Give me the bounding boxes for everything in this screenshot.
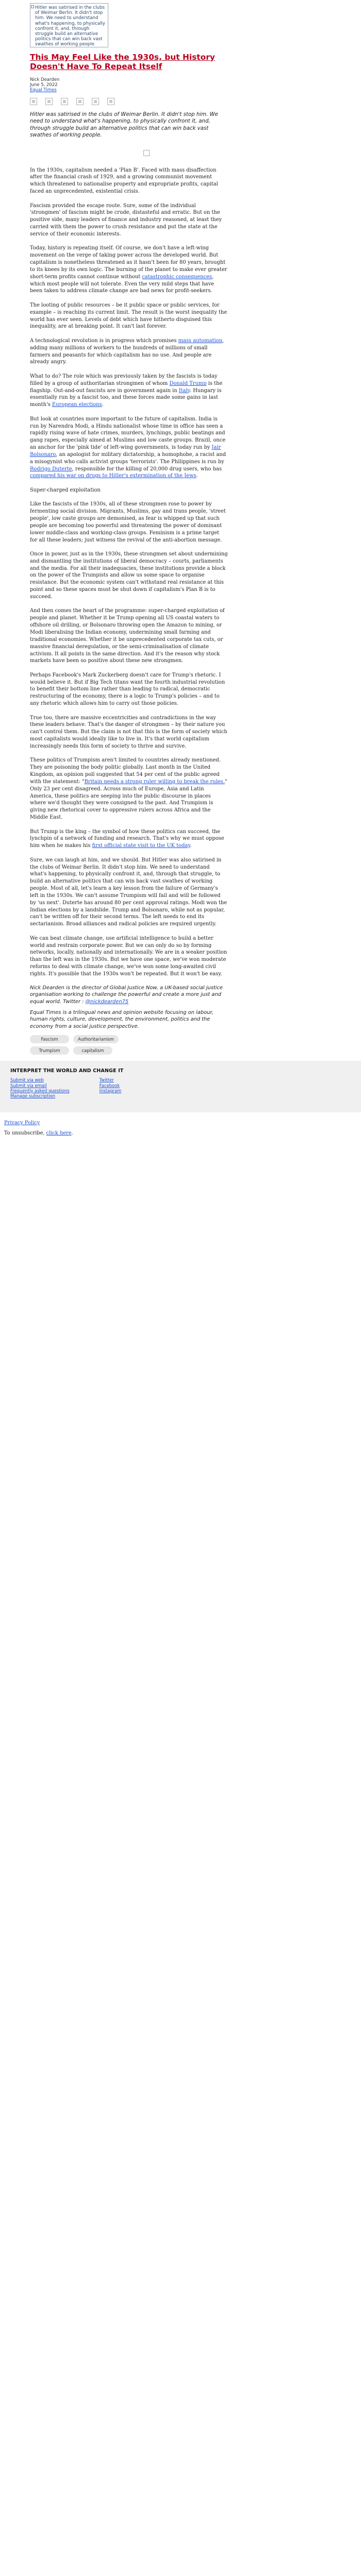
paragraph: Today, history is repeating itself. Of course, we don't have a left-wing movement on the verge of taking power across the developed world. But capitalism is nonetheless threatened as it hasn't been for 80 years, brought to its knees by its own logic. The burning of the planet to make ever greater short-term profits cannot continue without catastrophic consequences, which most people will not tolerate. Even the very mild steps that have been taken to address climate change are bad news for profit-seekers. bbox=[30, 245, 227, 294]
article-lede: Hitler was satirised in the clubs of Weimar Berlin. It didn't stop him. We need to understand what's happening, to physically confront it, and, through struggle build an alternative politics that can win back vast swathes of working people. bbox=[30, 112, 218, 139]
inline-image-icon bbox=[143, 150, 150, 156]
unsubscribe-line: To unsubscribe, click here. bbox=[4, 1130, 73, 1137]
author-bio: Nick Dearden is the director of Global Justice Now, a UK-based social justice organisation working to challenge the powerful and create a more just and equal world. Twitter : @nickdearden75 bbox=[30, 985, 223, 1005]
european-elections-link[interactable]: European elections bbox=[52, 402, 102, 408]
hero-alt-text: Hitler was satirised in the clubs of Weimar Berlin. It didn't stop him. We need to understand what's happening, to physically confront it, and, through struggle build an alternative politics that can win back vast swathes of working people bbox=[35, 5, 105, 47]
email-icon[interactable] bbox=[76, 98, 84, 105]
hero-image bbox=[30, 0, 112, 50]
footer-heading: INTERPRET THE WORLD AND CHANGE IT bbox=[10, 1068, 124, 1074]
tag-fascism[interactable]: Fascism bbox=[30, 1035, 69, 1043]
paragraph: Once in power, just as in the 1930s, these strongmen set about undermining and dismantling the institutions of liberal democracy – courts, parliaments and the media. For all their inadequacies, these institutions provide a block on the power of the Trumpists and allow us some space to organise resistance. But the economic system can't withstand real resistance at this point and so these spaces must be shut down if capitalism's Plan B is to succeed. bbox=[30, 551, 228, 600]
paragraph: These politics of Trumpism aren't limited to countries already mentioned. They are poisoning the body politic globally. Last month in the United Kingdom, an opinion poll suggested that 54 per cent of the public agreed with the statement: "Britain needs a strong ruler willing to break the rules." Only 23 per cent disagreed. Across much of Europe, Asia and Latin America, these politics are seeping into the public discourse in places where we'd thought they were consigned to the past. And Trumpism is giving new rhetorical cover to oppressive rulers across Africa and the Middle East. bbox=[30, 757, 227, 821]
print-icon[interactable] bbox=[107, 98, 114, 105]
paragraph: What to do? The role which was previously taken by the fascists is today filled by a group of authoritarian strongmen of whom Donald Trump is the flagship. Out-and-out fascists are in government again in Italy. Hungary is essentially run by a fascist too, and these forces made some gains in last month's European elections. bbox=[30, 373, 223, 408]
footer-strip bbox=[0, 1061, 361, 1112]
paragraph: The looting of public resources – be it public space or public services, for example – is reaching its current limit. The result is the worst inequality the world has ever seen. Levels of debt which have hitherto disguised this inequality, are at breaking point. It can't last forever. bbox=[30, 302, 227, 330]
article-card bbox=[30, 53, 228, 1055]
catastrophic-consequences-link[interactable]: catastrophic consequences bbox=[142, 274, 212, 280]
publication-link[interactable]: Equal Times bbox=[30, 88, 57, 93]
state-visit-link[interactable]: first official state visit to the UK today bbox=[92, 843, 190, 849]
tag-capitalism[interactable]: capitalism bbox=[73, 1046, 112, 1055]
paragraph: Sure, we can laugh at him, and we should. But Hitler was also satirised in the clubs of Weimar Berlin. It didn't stop him. We need to understand what's happening, to physically confront it, and, through that struggle, to build an alternative politics that can win back vast swathes of working people. Most of all, let's learn a key lesson from the failure of Germany's left in the 1930s. We can't assume Trumpism will fail and will be followed by 'us next'. Duterte has around 80 per cent approval ratings. Modi won the Indian elections by a landslide. Trump and Bolsonaro, while not as popular, can't be written off for their second terms. The left needs to end its sectarianism. Broad alliances and radical policies are required urgently. bbox=[30, 857, 227, 927]
privacy-policy-link[interactable]: Privacy Policy bbox=[4, 1120, 40, 1126]
instagram-link[interactable]: Instagram bbox=[99, 1088, 122, 1094]
paragraph: And then comes the heart of the programme: super-charged exploitation of people and planet. Whether it be Trump opening all US coastal waters to offshore oil drilling, or Bolsonaro throwing open the Amazon to mining, or Modi liberalising the Indian economy, undermining small farming and traditional economies. Whether it be unprecedented corporate tax cuts, or massive financial deregulation, or the semi-criminalisation of climate activism. It all points in the same direction. And it's the reason why stock markets have been so positive about these new strongmen. bbox=[30, 608, 225, 664]
article-meta bbox=[30, 77, 228, 93]
publish-date: June 5, 2022 bbox=[30, 82, 58, 88]
broken-image-icon bbox=[31, 5, 34, 8]
footer-submit-column bbox=[10, 1077, 70, 1099]
linkedin-icon[interactable] bbox=[61, 98, 68, 105]
paragraph: Fascism provided the escape route. Sure, some of the individual 'strongmen' of fascism might be crude, distasteful and erratic. But on the positive side, many leaders of finance and industry reasoned, at least they carried with them the power to crush resistance and put the state at the service of their economic interests. bbox=[30, 202, 222, 237]
paragraph: Perhaps Facebook's Mark Zuckerberg doesn't care for Trump's rhetoric. I would believe it. But if Big Tech titans want the fourth industrial revolution to benefit their bottom line rather than leading to radical, democratic restructuring of the economy, there is a logic to Trump's policies – and to any rhetoric which allows him to carry out those policies. bbox=[30, 672, 225, 707]
author-name: Nick Dearden bbox=[30, 77, 60, 82]
article-body bbox=[30, 167, 228, 978]
email-page bbox=[0, 0, 361, 1137]
italy-link[interactable]: Italy bbox=[178, 387, 190, 394]
facebook-link[interactable]: Facebook bbox=[99, 1082, 120, 1088]
paragraph: But Trump is the king – the symbol of how these politics can succeed, the lynchpin of a network of funding and research. That's why we must oppose him when he makes his first official state visit to the UK today. bbox=[30, 828, 224, 849]
publication-bio: Equal Times is a trilingual news and opinion website focusing on labour, human rights, culture, development, the environment, politics and the economy from a social justice perspective. bbox=[30, 1010, 214, 1029]
paragraph: In the 1930s, capitalism needed a 'Plan B'. Faced with mass disaffection after the financial crash of 1929, and a growing communist movement which threatened to nationalise property and expropriate profits, capital faced an unprecedented, existential crisis. bbox=[30, 167, 218, 195]
paragraph: Like the fascists of the 1930s, all of these strongmen rose to power by fermenting social division. Migrants, Muslims, gay and trans people, 'street people', low caste groups are demonised, as fear is whipped up that such people are becoming too powerful and threatening the power of dominant lower middle-class and working-class groups. Feminism is a prime target for all these leaders; just witness the revival of the anti-abortion message. bbox=[30, 501, 226, 543]
submit-via-email-link[interactable]: Submit via email bbox=[10, 1082, 47, 1088]
tag-authoritarianism[interactable]: Authoritarianism bbox=[73, 1035, 119, 1043]
share-row bbox=[30, 97, 228, 106]
bottom-links bbox=[0, 1112, 361, 1137]
donald-trump-link[interactable]: Donald Trump bbox=[169, 380, 207, 386]
section-subheading: Super-charged exploitation bbox=[30, 487, 101, 493]
submit-via-web-link[interactable]: Submit via web bbox=[10, 1077, 44, 1083]
tag-list bbox=[30, 1035, 159, 1055]
article-title[interactable]: This May Feel Like the 1930s, but History Doesn't Have To Repeat Itself bbox=[30, 53, 215, 71]
paragraph: We can beat climate change, use artificial intelligence to build a better world and restrain corporate power. But we can only do so by forming networks, locally, nationally and internationally. We are in a weaker position than the left was in the 1930s. But we have one space, we've won moderate reforms to deal with climate change, we've won some long-awaited civil rights. It's possible that the 1930s won't be repeated. But it won't be easy. bbox=[30, 935, 227, 977]
faq-link[interactable]: Frequently asked questions bbox=[10, 1088, 70, 1094]
mass-automation-link[interactable]: mass automation bbox=[178, 337, 222, 344]
hero-image-frame bbox=[30, 3, 108, 47]
footer-social-column bbox=[100, 1077, 122, 1099]
whatsapp-icon[interactable] bbox=[92, 98, 99, 105]
twitter-icon[interactable] bbox=[45, 98, 53, 105]
author-twitter-link[interactable]: @nickdearden75 bbox=[85, 998, 129, 1005]
hitler-comparison-link[interactable]: compared his war on drugs to Hitler's extermination of the Jews bbox=[30, 473, 196, 479]
unsubscribe-link[interactable]: click here bbox=[46, 1130, 72, 1137]
jair-bolsonaro-link[interactable]: Jair Bolsonaro bbox=[30, 445, 221, 457]
paragraph: But look at countries more important to the future of capitalism. India is run by Narendra Modi, a Hindu nationalist whose time in office has seen a rapidly rising wave of hate crimes, murders, lynchings, public beatings and gang rapes, especially aimed at Muslims and low caste groups. Brazil, once an anchor for the 'pink tide' of left-wing governments, is today run by Jair Bolsonaro, an apologist for military dictatorship, a homophobe, a racist and a misogynist who calls activist groups 'terrorists'. The Philippines is run by Rodrigo Duterte, responsible for the killing of 20,000 drug users, who has compared his war on drugs to Hitler's extermination of the Jews. bbox=[30, 416, 226, 479]
manage-subscription-link[interactable]: Manage subscription bbox=[10, 1093, 56, 1099]
twitter-link[interactable]: Twitter bbox=[99, 1077, 114, 1083]
paragraph: True too, there are massive eccentricities and contradictions in the way these leaders behave. That's the danger of strongmen – by their nature you can't control them. But the claim is not that this is the form of society which most capitalists would ideally like to live in. It's that world capitalism increasingly needs this form of society to thrive and survive. bbox=[30, 715, 227, 749]
rodrigo-duterte-link[interactable]: Rodrigo Duterte bbox=[30, 466, 72, 472]
tag-trumpism[interactable]: Trumpism bbox=[30, 1046, 69, 1055]
facebook-icon[interactable] bbox=[30, 98, 37, 105]
paragraph: A technological revolution is in progress which promises mass automation, adding many millions of workers to the hundreds of millions of small farmers and peasants for which capitalism has no use. And people are already angry. bbox=[30, 337, 224, 365]
strong-ruler-poll-link[interactable]: Britain needs a strong ruler willing to break the rules. bbox=[84, 778, 225, 785]
